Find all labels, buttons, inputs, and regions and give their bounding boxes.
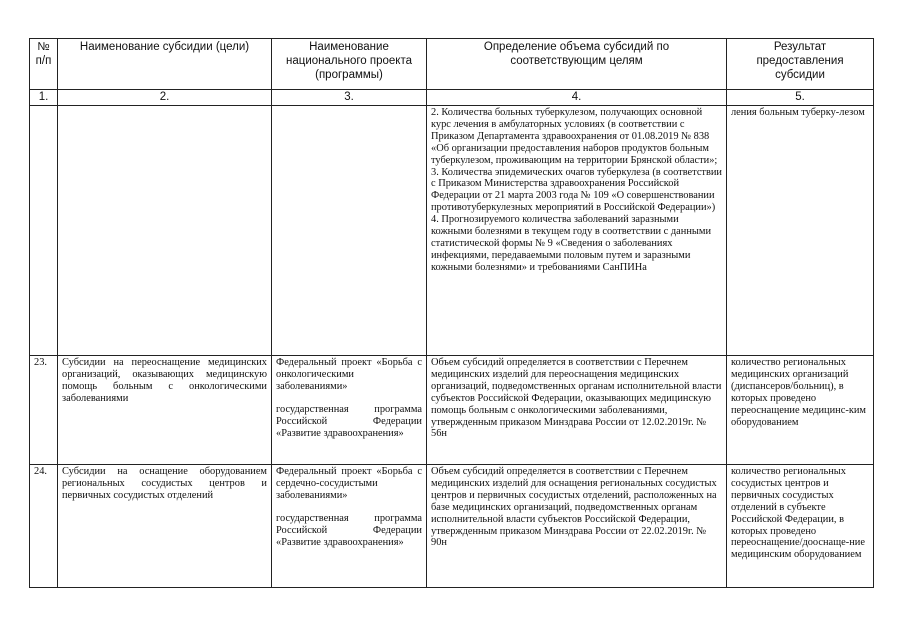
row-number: 23.	[30, 356, 58, 465]
subsidy-name	[58, 106, 272, 356]
row-number: 24.	[30, 465, 58, 588]
row-number	[30, 106, 58, 356]
table-row	[30, 356, 874, 465]
subsidy-table	[29, 38, 874, 588]
column-number-4: 4.	[427, 90, 727, 106]
subsidy-result: количество региональных медицинских организаций (диспансеров/больниц), в которых проведено переоснащение медицинс-ким оборудованием	[727, 356, 874, 465]
header-result: Результат предоставления субсидии	[727, 39, 874, 90]
column-number-row	[30, 90, 874, 106]
national-project	[272, 106, 427, 356]
table-row	[30, 465, 874, 588]
header-subsidy-name: Наименование субсидии (цели)	[58, 39, 272, 90]
header-number: № п/п	[30, 39, 58, 90]
volume-definition: Объем субсидий определяется в соответствии с Перечнем медицинских изделий для оснащения региональных сосудистых центров и первичных сосудистых отделений, расположенных на базе медицинских организаций, подведомственных органам исполнительной власти субъектов Российской Федерации, утвержденным приказом Минздрава России от 22.02.2019г. № 90н	[427, 465, 727, 588]
header-row	[30, 39, 874, 90]
subsidy-result: ления больным туберку-лезом	[727, 106, 874, 356]
volume-definition: 2. Количества больных туберкулезом, получающих основной курс лечения в амбулаторных условиях (в соответствии с Приказом Департамента здравоохранения от 01.08.2019 № 838 «Об организации предоставления наборов продуктов больным туберкулезом, проживающим на территории Брянской области»; 3. Количества эпидемических очагов туберкулеза (в соответствии с Приказом Министерства здравоохранения Российской Федерации от 21 марта 2003 года № 109 «О совершенствовании противотуберкулезных мероприятий в Российской Федерации») 4. Прогнозируемого количества заболеваний заразными кожными болезнями в текущем году в соответствии с данными статистической формы № 9 «Сведения о заболеваниях инфекциями, передаваемыми половым путем и заразными кожными болезнями» и требованиями СанПИНа	[427, 106, 727, 356]
header-national-project: Наименование национального проекта (программы)	[272, 39, 427, 90]
column-number-1: 1.	[30, 90, 58, 106]
federal-project: Федеральный проект «Борьба с сердечно-сосудистыми заболеваниями»	[276, 466, 422, 501]
national-project	[272, 465, 427, 588]
column-number-5: 5.	[727, 90, 874, 106]
federal-project: Федеральный проект «Борьба с онкологическими заболеваниями»	[276, 357, 422, 392]
state-program: государственная программа Российской Федерации «Развитие здравоохранения»	[276, 403, 422, 439]
state-program: государственная программа Российской Федерации «Развитие здравоохранения»	[276, 512, 422, 548]
subsidy-result: количество региональных сосудистых центров и первичных сосудистых отделений в субъекте Российской Федерации, в которых проведено переоснащение/дооснаще-ние медицинским оборудованием	[727, 465, 874, 588]
subsidy-name: Субсидии на оснащение оборудованием региональных сосудистых центров и первичных сосудистых отделений	[58, 465, 272, 588]
volume-definition: Объем субсидий определяется в соответствии с Перечнем медицинских изделий для переоснащения медицинских организаций, подведомственных органам исполнительной власти субъектов Российской Федерации, оказывающих медицинскую помощь больным с онкологическими заболеваниями, утвержденным приказом Минздрава России от 12.02.2019г. № 56н	[427, 356, 727, 465]
column-number-2: 2.	[58, 90, 272, 106]
national-project	[272, 356, 427, 465]
header-volume-definition: Определение объема субсидий по соответствующим целям	[427, 39, 727, 90]
column-number-3: 3.	[272, 90, 427, 106]
subsidy-name: Субсидии на переоснащение медицинских организаций, оказывающих медицинскую помощь больным с онкологическими заболеваниями	[58, 356, 272, 465]
table-row	[30, 106, 874, 356]
